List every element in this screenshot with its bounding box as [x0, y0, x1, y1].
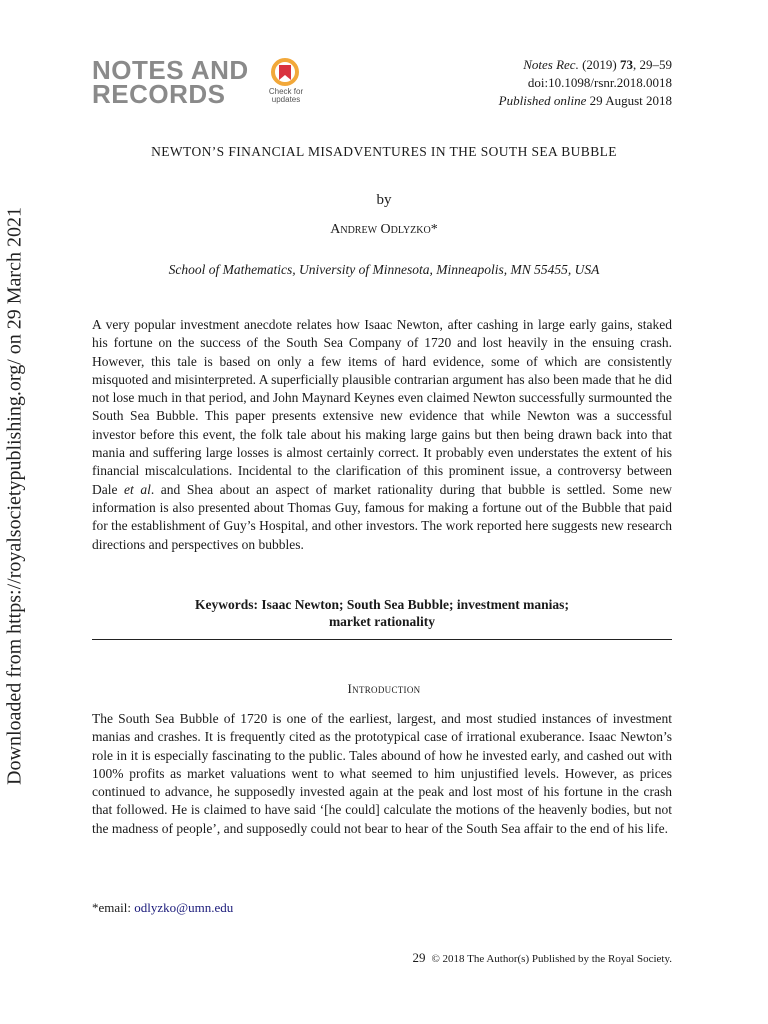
download-sidebar: [3, 207, 26, 785]
section-divider: [92, 639, 672, 640]
affiliation: School of Mathematics, University of Minnesota, Minneapolis, MN 55455, USA: [168, 262, 600, 277]
citation-pages: , 29–59: [633, 57, 672, 72]
email-link[interactable]: odlyzko@umn.edu: [134, 900, 234, 915]
copyright: © 2018 The Author(s) Published by the Royal Society.: [431, 953, 672, 965]
page-number: 29: [412, 950, 426, 965]
download-note: Downloaded from https://royalsocietypublishing.org/ on 29 March 2021: [3, 207, 26, 785]
abstract-text-2: . and Shea about an aspect of market rationality during that bubble is settled. Some new information is also presented about Thomas Guy, famous for making a fortune out of the Bubble that paid for the establishment of Guy’s Hospital, and other investors. The work reported here suggests new research directions and perspectives on bubbles.: [92, 481, 672, 552]
email-label: *email:: [92, 900, 135, 915]
citation-block: [499, 56, 672, 110]
check-label-line-1: Check for: [268, 87, 304, 96]
abstract-text-1: A very popular investment anecdote relates how Isaac Newton, after cashing in large early gains, staked his fortune on the success of the South Sea Company of 1720 and lost heavily in the ensuing crash. However, this tale is based on only a few items of hard evidence, some of which are consistently misquoted and misinterpreted. A superficially plausible contrarian argument has also been made that he did not lose much in that period, and John Maynard Keynes even claimed Newton successfully surmounted the South Sea Bubble. This paper presents extensive new evidence that while Newton was a successful investor before this event, the folk tale about his making large gains but then being drawn back into that mania and suffering large losses is almost certainly correct. It probably even understates the extent of his financial miscalculations. Incidental to the clarification of this prominent issue, a controversy between Dale: [92, 317, 672, 497]
logo-line-2: RECORDS: [92, 79, 226, 109]
abstract-et-al: et al: [124, 481, 151, 497]
check-label-line-2: updates: [271, 95, 301, 104]
keywords: [92, 596, 672, 630]
citation-year: (2019): [582, 57, 620, 72]
published-date: 29 August 2018: [586, 93, 672, 108]
page-footer: [412, 950, 672, 966]
intro-paragraph: The South Sea Bubble of 1720 is one of the earliest, largest, and most studied instances of investment manias and crashes. It is frequently cited as the prototypical case of irrational exuberance. Isaac Newton’s role in it is especially fascinating to the public. Tales abound of how he invested early, and cashed out with 100% profits as market valuations went to what seemed to him unjustified levels. However, as prices continued to advance, he supposedly invested again at the peak and lost most of his fortune in the crash that followed. He is claimed to have said ‘[he could] calculate the motions of the heavenly bodies, but not the madness of people’, and supposedly could not bear to hear of the South Sea affair to the end of his life.: [92, 711, 672, 836]
published-label: Published online: [498, 93, 587, 108]
byline: by: [376, 192, 392, 208]
section-heading: Introduction: [347, 681, 421, 696]
logo-line-1: NOTES AND: [92, 55, 249, 85]
keywords-line-1: Keywords: Isaac Newton; South Sea Bubble; investment manias;: [195, 597, 569, 612]
author-name: Andrew Odlyzko*: [330, 222, 438, 237]
journal-name: Notes Rec.: [523, 57, 579, 72]
citation-volume: 73: [620, 57, 633, 72]
publication-date: [499, 92, 672, 110]
citation-line: [499, 56, 672, 74]
keywords-line-2: market rationality: [328, 614, 436, 629]
author-email-note: [92, 900, 233, 916]
journal-logo: [92, 55, 312, 110]
article-title: NEWTON’S FINANCIAL MISADVENTURES IN THE SOUTH SEA BUBBLE: [151, 144, 617, 159]
abstract: [92, 316, 672, 554]
check-for-updates-label[interactable]: [266, 88, 306, 104]
doi: doi:10.1098/rsnr.2018.0018: [527, 75, 672, 90]
